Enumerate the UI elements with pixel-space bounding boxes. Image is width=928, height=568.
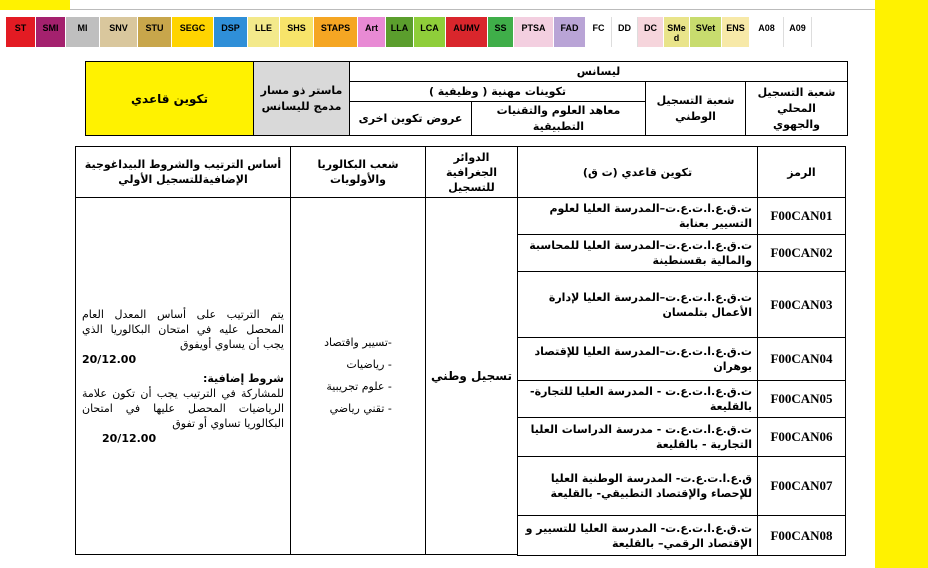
tab-dsp[interactable]: DSP	[214, 17, 248, 47]
tab-lca[interactable]: LCA	[414, 17, 446, 47]
institutes-cell	[471, 101, 646, 136]
bac-item: - تقني رياضي	[329, 402, 392, 415]
row-formation: ت.ق.ع.ا.ت.ع.ت - المدرسة العليا للتجارة- بالقليعة	[517, 380, 758, 418]
national-branch-cell	[645, 81, 746, 136]
tab-shs[interactable]: SHS	[280, 17, 314, 47]
row-formation: ت.ق.ع.ا.ت.ع.ت- المدرسة العليا للتسيير و الإقتصاد الرقمي– بالقليعة	[517, 515, 758, 556]
tab-lla[interactable]: LLA	[386, 17, 414, 47]
national-branch-label: شعبة التسجيل الوطني	[656, 93, 735, 123]
local-branch-label: شعبة التسجيل المحلي والجهوي	[757, 85, 836, 131]
licence-cell	[349, 61, 848, 82]
header-conditions: أساس الترتيب والشروط البيداغوجية الإضافيةللتسجيل الأولي	[75, 146, 291, 198]
row-formation: ت.ق.ع.ا.ت.ع.ت - مدرسة الدراسات العليا التجارية - بالقليعة	[517, 417, 758, 457]
row-code: F00CAN08	[757, 515, 846, 556]
institutes-label: معاهد العلوم والتقنيات التطبيقية	[496, 103, 621, 133]
master-cell	[253, 61, 350, 136]
row-code: F00CAN05	[757, 380, 846, 418]
conditions-threshold1: 20/12.00	[82, 352, 137, 366]
master-label: ماستر ذو مسار مدمج لليسانس	[260, 83, 343, 113]
header-bac: شعب البكالوريا والأولويات	[290, 146, 426, 198]
local-branch-cell	[745, 81, 848, 136]
tab-st[interactable]: ST	[6, 17, 36, 47]
conditions-para2: للمشاركة في الترتيب يجب أن تكون علامة الرياضيات المحصل عليها في امتحان البكالوريا تساوي أو تفوق	[82, 386, 284, 430]
tab-ens[interactable]: ENS	[722, 17, 750, 47]
professional-label: تكوينات مهنية ( وظيفية )	[428, 84, 567, 98]
conditions-cell	[75, 197, 291, 555]
tab-fad[interactable]: FAD	[554, 17, 586, 47]
row-formation: ت.ق.ع.ا.ت.ع.ت–المدرسة العليا لعلوم التسيير بعنابة	[517, 197, 758, 235]
bac-item: - علوم تجريبية	[326, 380, 392, 393]
top-yellow-strip	[0, 0, 70, 10]
bac-cell	[290, 197, 426, 555]
header-districts: الدوائر الجغرافية للتسجيل	[425, 146, 518, 198]
row-formation: ت.ق.ع.ا.ت.ع.ت–المدرسة العليا للمحاسبة والمالية بقسنطينة	[517, 234, 758, 272]
row-formation: ت.ق.ع.ا.ت.ع.ت–المدرسة العليا لإدارة الأعمال بتلمسان	[517, 271, 758, 338]
tab-sme-d[interactable]: SMe d	[664, 17, 690, 47]
tab-lle[interactable]: LLE	[248, 17, 280, 47]
row-formation: ت.ق.ع.ا.ت.ع.ت–المدرسة العليا للإقتصاد بوهران	[517, 337, 758, 381]
tab-dc[interactable]: DC	[638, 17, 664, 47]
tab-a09[interactable]: A09	[784, 17, 812, 47]
conditions-extra-title: شروط إضافية:	[202, 371, 284, 385]
tab-dd[interactable]: DD	[612, 17, 638, 47]
tab-snv[interactable]: SNV	[100, 17, 138, 47]
basic-training-label: تكوين قاعدي	[131, 91, 208, 106]
professional-cell	[349, 81, 646, 102]
tab-stu[interactable]: STU	[138, 17, 172, 47]
basic-training-cell	[85, 61, 254, 136]
district-label: تسجيل وطني	[431, 369, 512, 383]
header-formation: تكوين قاعدي (ت ق)	[517, 146, 758, 198]
tab-ss[interactable]: SS	[488, 17, 514, 47]
conditions-text	[76, 307, 290, 446]
district-cell	[425, 197, 518, 555]
row-code: F00CAN03	[757, 271, 846, 338]
tab-art[interactable]: Art	[358, 17, 386, 47]
bac-item: -تسيير واقتصاد	[324, 336, 392, 349]
row-code: F00CAN02	[757, 234, 846, 272]
tab-aumv[interactable]: AUMV	[446, 17, 488, 47]
tab-mi[interactable]: MI	[66, 17, 100, 47]
right-yellow-band	[875, 0, 928, 568]
licence-label: ليسانس	[576, 64, 621, 78]
row-code: F00CAN04	[757, 337, 846, 381]
tab-a08[interactable]: A08	[750, 17, 784, 47]
top-border	[0, 0, 918, 10]
bac-list	[324, 332, 392, 420]
tab-smi[interactable]: SMI	[36, 17, 66, 47]
tab-segc[interactable]: SEGC	[172, 17, 214, 47]
tab-svet[interactable]: SVet	[690, 17, 722, 47]
bac-item: - رياضيات	[346, 358, 392, 371]
row-formation: ق.ع.ا.ت.ع.ت- المدرسة الوطنية العليا للإحصاء والإقتصاد التطبيقي- بالقليعة	[517, 456, 758, 516]
tab-fc[interactable]: FC	[586, 17, 612, 47]
tab-staps[interactable]: STAPS	[314, 17, 358, 47]
conditions-threshold2: 20/12.00	[102, 431, 157, 445]
row-code: F00CAN06	[757, 417, 846, 457]
conditions-para1: يتم الترتيب على أساس المعدل العام المحصل عليه في امتحان البكالوريا الذي يجب أن يساوي أويفوق	[82, 307, 284, 351]
other-offers-cell	[349, 101, 472, 136]
header-code: الرمز	[757, 146, 846, 198]
row-code: F00CAN01	[757, 197, 846, 235]
tab-ptsa[interactable]: PTSA	[514, 17, 554, 47]
row-code: F00CAN07	[757, 456, 846, 516]
other-offers-label: عروض تكوين اخرى	[358, 111, 463, 125]
